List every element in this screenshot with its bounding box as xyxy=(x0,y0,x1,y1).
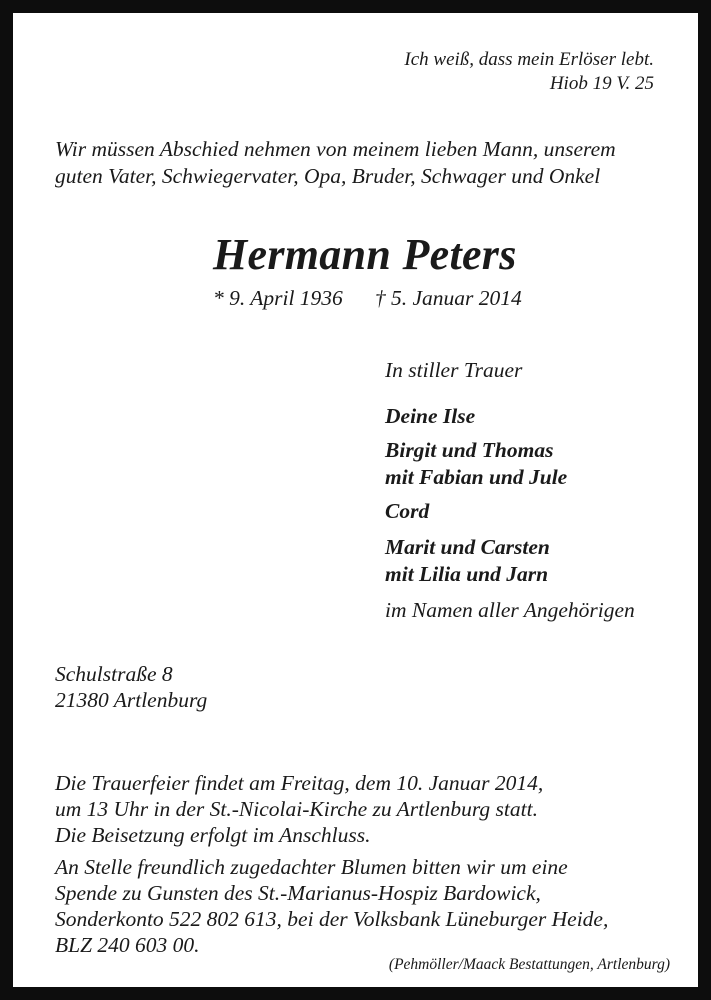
intro-line-2: guten Vater, Schwiegervater, Opa, Bruder, Schwager und Onkel xyxy=(55,164,601,188)
donation-line-3: Sonderkonto 522 802 613, bei der Volksbank Lüneburger Heide, xyxy=(55,907,609,931)
bible-reference: Hiob 19 V. 25 xyxy=(549,73,654,94)
life-dates xyxy=(213,285,522,311)
funeral-home-credit: (Pehmöller/Maack Bestattungen, Artlenburg) xyxy=(388,956,670,973)
address-street: Schulstraße 8 xyxy=(55,662,173,686)
donation-line-2: Spende zu Gunsten des St.-Marianus-Hospiz Bardowick, xyxy=(55,881,541,905)
address-city: 21380 Artlenburg xyxy=(55,688,208,712)
family-member: mit Lilia und Jarn xyxy=(385,562,549,586)
intro-line-1: Wir müssen Abschied nehmen von meinem lieben Mann, unserem xyxy=(55,137,616,161)
death-date: † 5. Januar 2014 xyxy=(374,286,522,310)
mourning-intro: In stiller Trauer xyxy=(385,358,523,382)
family-member: Birgit und Thomas xyxy=(385,438,554,462)
service-line-1: Die Trauerfeier findet am Freitag, dem 10. Januar 2014, xyxy=(55,771,544,795)
mourning-closing: im Namen aller Angehörigen xyxy=(385,598,635,622)
donation-line-4: BLZ 240 603 00. xyxy=(55,933,200,957)
service-line-3: Die Beisetzung erfolgt im Anschluss. xyxy=(55,823,371,847)
family-member: Cord xyxy=(385,499,430,523)
service-line-2: um 13 Uhr in der St.-Nicolai-Kirche zu Artlenburg statt. xyxy=(55,797,538,821)
family-member: Marit und Carsten xyxy=(385,535,550,559)
family-member: Deine Ilse xyxy=(385,404,476,428)
deceased-name: Hermann Peters xyxy=(213,230,517,279)
birth-date: * 9. April 1936 xyxy=(213,286,343,310)
family-member: mit Fabian und Jule xyxy=(385,465,568,489)
donation-line-1: An Stelle freundlich zugedachter Blumen bitten wir um eine xyxy=(55,855,568,879)
bible-quote: Ich weiß, dass mein Erlöser lebt. xyxy=(404,49,654,70)
